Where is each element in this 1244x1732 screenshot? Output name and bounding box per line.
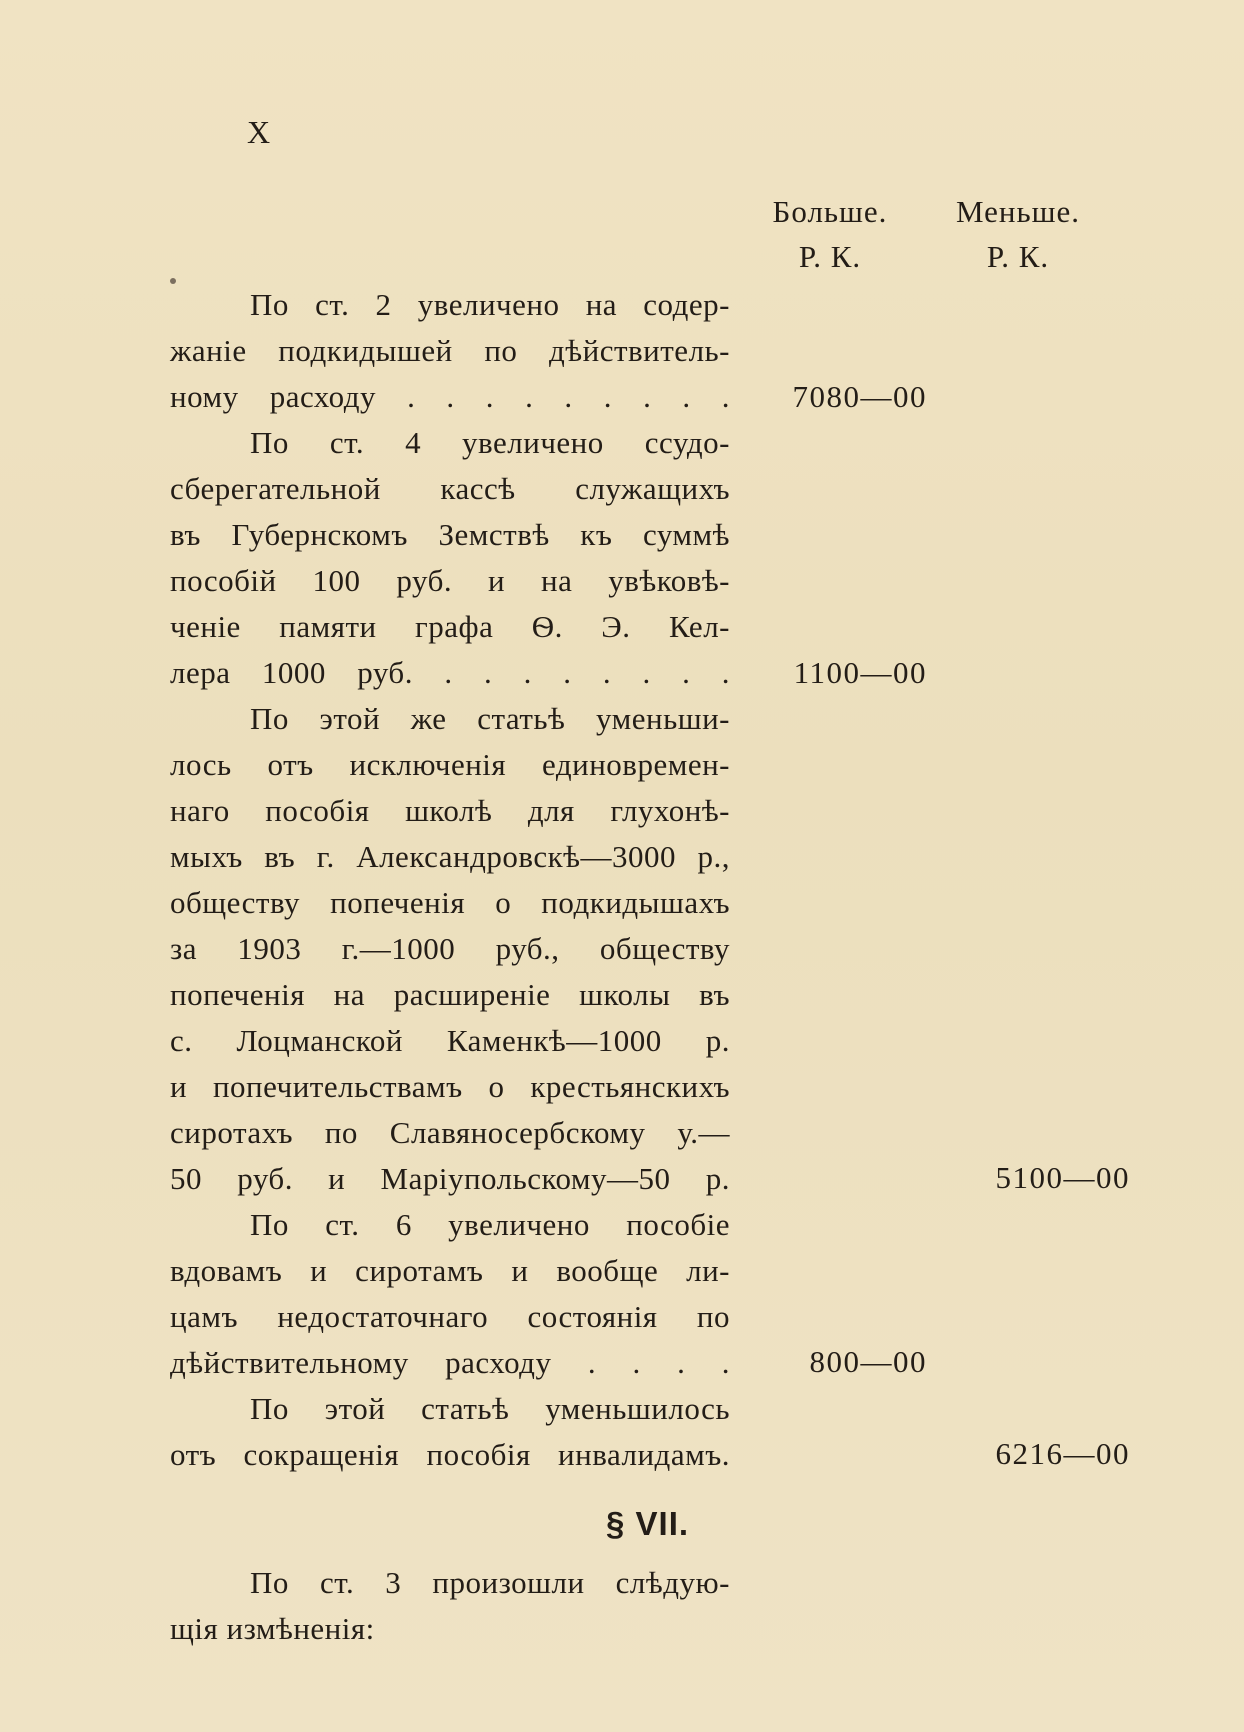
body-text [170, 282, 730, 1478]
text-line: щія измѣненія: [170, 1611, 375, 1646]
column-header-less: Меньше. [955, 194, 1081, 229]
text-line: обществу попеченія о подкидышахъ [170, 885, 730, 920]
text-line: цамъ недостаточнаго состоянія по [170, 1299, 730, 1334]
column-header-more: Больше. [772, 194, 888, 229]
text-line: попеченія на расширеніе школы въ [170, 977, 730, 1012]
text-line: за 1903 г.—1000 руб., обществу [170, 931, 730, 966]
body-text-continued [170, 1560, 730, 1652]
text-line: ному расходу . . . . . . . . . [170, 379, 730, 414]
text-line: наго пособія школѣ для глухонѣ- [170, 793, 730, 828]
text-line: 50 руб. и Маріупольскому—50 р. [170, 1161, 730, 1196]
page-number: X [247, 114, 272, 150]
text-line: вдовамъ и сиротамъ и вообще ли- [170, 1253, 730, 1288]
amount-less: 6216—00 [995, 1436, 1130, 1471]
text-line: въ Губернскомъ Земствѣ къ суммѣ [170, 517, 730, 552]
text-line: пособій 100 руб. и на увѣковѣ- [170, 563, 730, 598]
column-units-less: Р. К. [986, 239, 1050, 274]
text-line: По этой статьѣ уменьшилось [250, 1391, 730, 1426]
section-heading: § VII. [606, 1505, 690, 1542]
column-units-more: Р. К. [798, 239, 862, 274]
text-line: лера 1000 руб. . . . . . . . . [170, 655, 730, 690]
text-line: лось отъ исключенія единовремен- [170, 747, 730, 782]
amount-more: 800—00 [809, 1344, 927, 1379]
text-line: жаніе подкидышей по дѣйствитель- [170, 333, 730, 368]
amount-less: 5100—00 [995, 1160, 1130, 1195]
text-line: ченіе памяти графа Ѳ. Э. Кел- [170, 609, 730, 644]
text-line: По этой же статьѣ уменьши- [250, 701, 730, 736]
text-line: По ст. 3 произошли слѣдую- [250, 1565, 730, 1600]
text-line: сиротахъ по Славяносербскому у.— [170, 1115, 730, 1150]
amount-more: 7080—00 [792, 379, 927, 414]
text-line: отъ сокращенія пособія инвалидамъ. [170, 1437, 730, 1472]
text-line: сберегательной кассѣ служащихъ [170, 471, 730, 506]
text-line: По ст. 6 увеличено пособіе [250, 1207, 730, 1242]
text-line: По ст. 4 увеличено ссудо- [250, 425, 730, 460]
text-line: По ст. 2 увеличено на содер- [250, 287, 730, 322]
text-line: с. Лоцманской Каменкѣ—1000 р. [170, 1023, 730, 1058]
amount-more: 1100—00 [793, 655, 927, 690]
text-line: дѣйствительному расходу . . . . [170, 1345, 730, 1380]
text-line: и попечительствамъ о крестьянскихъ [170, 1069, 730, 1104]
text-line: мыхъ въ г. Александровскѣ—3000 р., [170, 839, 730, 874]
